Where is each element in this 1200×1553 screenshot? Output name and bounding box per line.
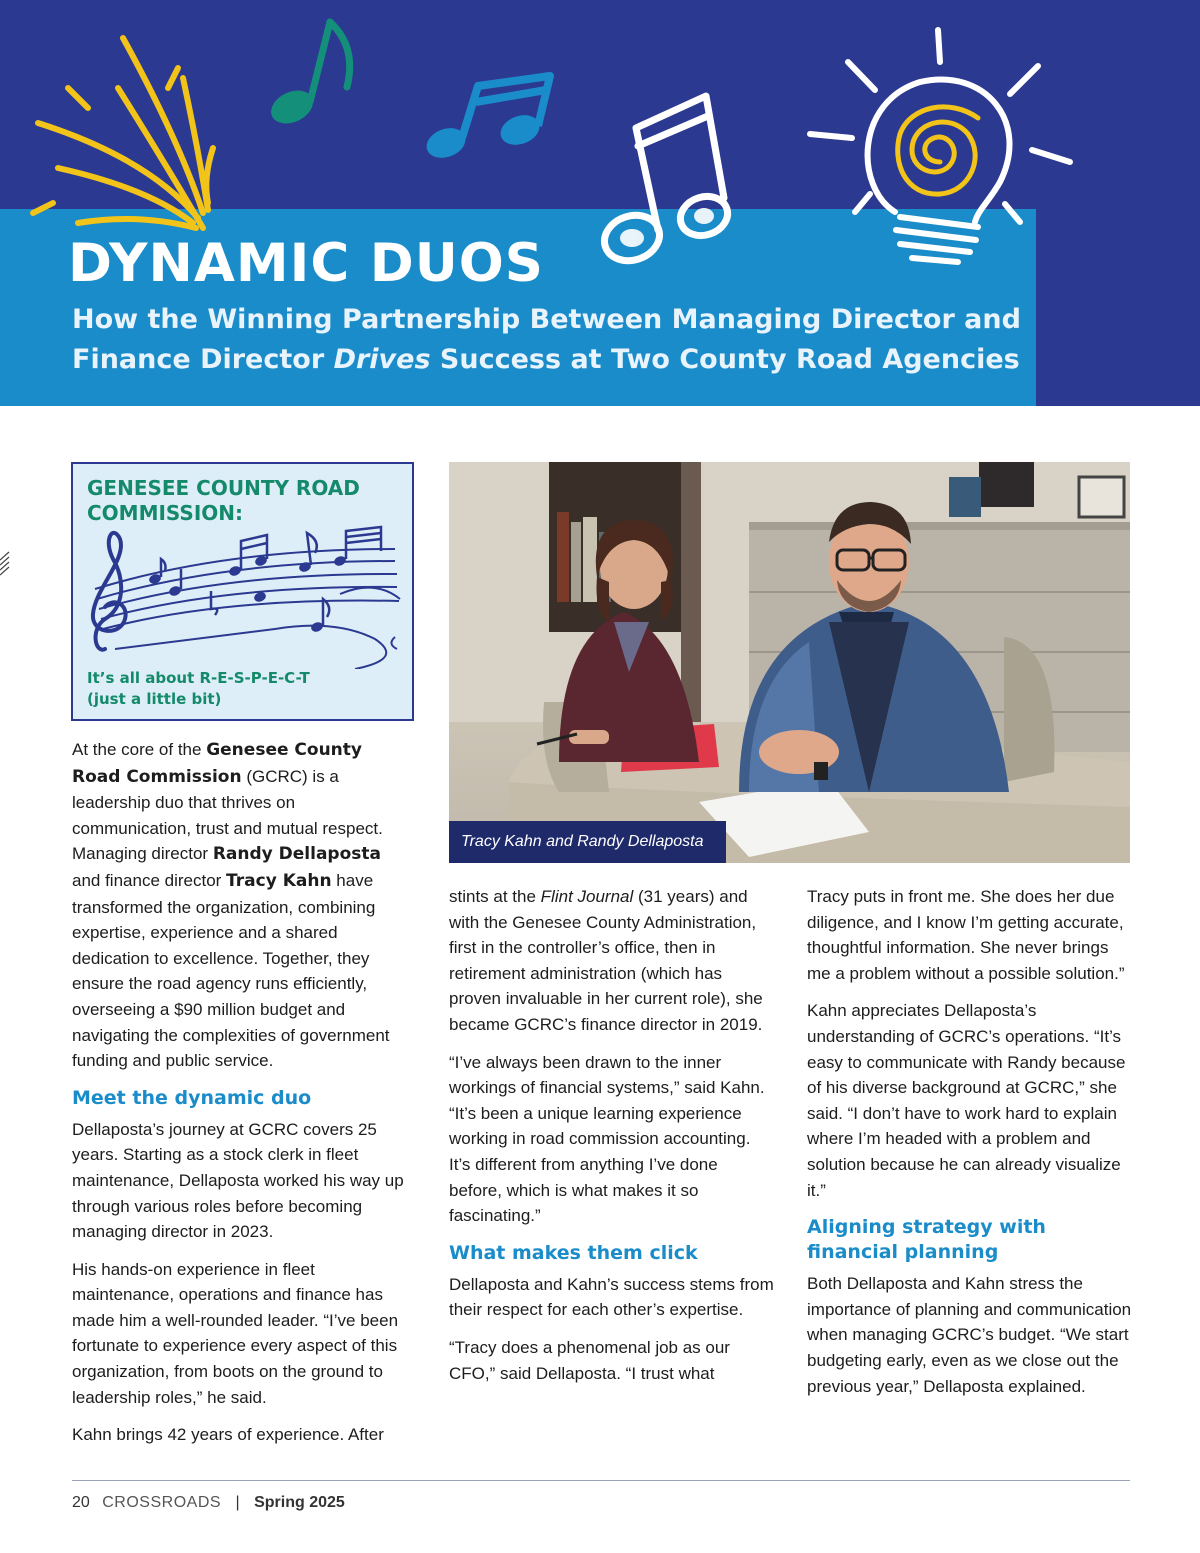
double-music-note-icon (420, 68, 560, 178)
footer-divider (72, 1480, 1130, 1481)
paragraph: Kahn appreciates Dellaposta’s understanding of GCRC’s operations. “It’s easy to communicate with Randy because of his diverse background at GCRC,” she said. “I don’t have to work hard to explain where I’m headed with a problem and solution because he can already visualize it.” (807, 1001, 1126, 1200)
sidebar-box (71, 462, 414, 721)
section-heading: What makes them click (449, 1241, 698, 1264)
paragraph: Both Dellaposta and Kahn stress the importance of planning and communication when managing GCRC’s budget. “We start budgeting early, even as we close out the previous year,” Dellaposta explained. (807, 1274, 1132, 1396)
publication-name: CROSSROADS (102, 1494, 222, 1511)
issue-label: Spring 2025 (254, 1494, 345, 1511)
section-heading: Aligning strategy with financial planning (807, 1216, 1046, 1264)
photo-caption: Tracy Kahn and Randy Dellaposta (449, 821, 726, 863)
paragraph: Dellaposta and Kahn’s success stems from their respect for each other’s expertise. (449, 1274, 774, 1320)
page-subtitle: How the Winning Partnership Between Managing Director and Finance Director Drives Success at Two County Road Agencies (72, 304, 1021, 375)
paragraph: stints at the Flint Journal (31 years) and with the Genesee County Administration, first in the controller’s office, then in retirement administration (which has proven invaluable in her current role), she became GCRC’s finance director in 2019. (449, 887, 763, 1034)
lightbulb-icon (800, 22, 1080, 272)
music-staff-icon (75, 519, 410, 669)
sidebar-tagline: It’s all about R-E-S-P-E-C-T (just a little bit) (87, 669, 310, 708)
article-column-3 (807, 884, 1133, 1411)
article-column-2 (449, 884, 775, 1398)
photo (449, 462, 1130, 863)
article-column-1 (72, 737, 412, 1460)
paragraph: Kahn brings 42 years of experience. After (72, 1425, 384, 1445)
section-heading: Meet the dynamic duo (72, 1086, 312, 1109)
margin-mark-icon (0, 550, 10, 576)
paragraph: Dellaposta’s journey at GCRC covers 25 years. Starting as a stock clerk in fleet maintenance, Dellaposta worked his way up through various roles before becoming managing director in 2023. (72, 1119, 404, 1242)
intro-paragraph: At the core of the Genesee County Road Commission (GCRC) is a leadership duo that thrives on communication, trust and mutual respect. Managing director Randy Dellaposta and finance director Tracy Kahn have transformed the organization, combining expertise, experience and a shared dedication to excellence. Together, they ensure the road agency runs efficiently, overseeing a $90 million budget and navigating the complexities of government funding and public service. (72, 740, 390, 1071)
footer-separator: | (235, 1494, 240, 1511)
paragraph: “I’ve always been drawn to the inner workings of financial systems,” said Kahn. “It’s been a unique learning experience working in road commission accounting. It’s different from anything I’ve done before, which is what makes it so fascinating.” (449, 1052, 765, 1226)
paragraph: “Tracy does a phenomenal job as our CFO,” said Dellaposta. “I trust what (449, 1337, 730, 1383)
paragraph: His hands-on experience in fleet maintenance, operations and finance has made him a well-rounded leader. “I’ve been fortunate to experience every aspect of this organization, from boots on the ground to leadership roles,” he said. (72, 1259, 399, 1407)
paragraph: Tracy puts in front me. She does her due diligence, and I know I’m getting accurate, thoughtful information. She never brings me a problem without a possible solution.” (807, 887, 1125, 983)
large-music-note-icon (596, 88, 736, 273)
page-footer (72, 1491, 345, 1515)
photo-illustration (449, 462, 1130, 863)
sidebar-title: GENESEE COUNTY ROAD COMMISSION: (87, 476, 360, 525)
page-number: 20 (72, 1494, 90, 1511)
page-title: DYNAMIC DUOS (68, 233, 544, 294)
subtitle-emphasis: Drives (333, 344, 431, 375)
fireworks-icon (18, 28, 218, 238)
music-note-icon (262, 12, 362, 132)
